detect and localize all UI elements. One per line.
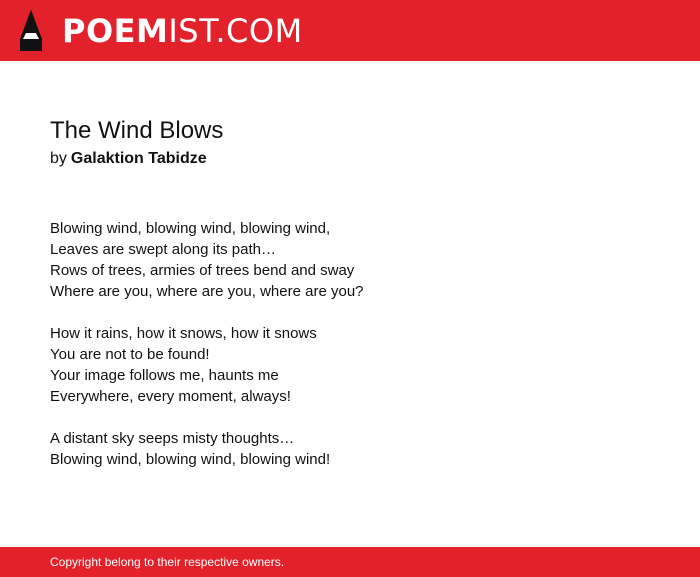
poem-line: How it rains, how it snows, how it snows — [50, 325, 317, 342]
poem-line: You are not to be found! — [50, 346, 210, 363]
site-logo-link[interactable] — [16, 9, 303, 53]
poem-line: Everywhere, every moment, always! — [50, 388, 291, 405]
poem-title: The Wind Blows — [50, 117, 224, 144]
byline-prefix: by — [50, 150, 67, 167]
poem-line: Where are you, where are you, where are you? — [50, 283, 364, 300]
poem-line: A distant sky seeps misty thoughts… — [50, 430, 295, 447]
brand-name-bold: POEM — [62, 12, 169, 50]
site-footer — [0, 547, 700, 577]
brand-name — [62, 9, 303, 53]
poem-line: Your image follows me, haunts me — [50, 367, 279, 384]
pen-nib-icon — [16, 9, 46, 53]
stanza-1 — [50, 218, 650, 302]
author-name[interactable]: Galaktion Tabidze — [70, 150, 207, 167]
site-header — [0, 0, 700, 61]
poem-byline — [50, 150, 650, 168]
poem-line: Leaves are swept along its path… — [50, 241, 276, 258]
poem-body — [50, 218, 650, 470]
brand-name-rest: IST.COM — [168, 12, 303, 50]
poem-line: Blowing wind, blowing wind, blowing wind, — [50, 220, 331, 237]
copyright-notice: Copyright belong to their respective owners. — [50, 555, 285, 569]
stanza-3 — [50, 428, 650, 470]
poem-article — [50, 112, 650, 491]
poem-line: Blowing wind, blowing wind, blowing wind! — [50, 451, 331, 468]
poem-line: Rows of trees, armies of trees bend and sway — [50, 262, 355, 279]
stanza-2 — [50, 323, 650, 407]
